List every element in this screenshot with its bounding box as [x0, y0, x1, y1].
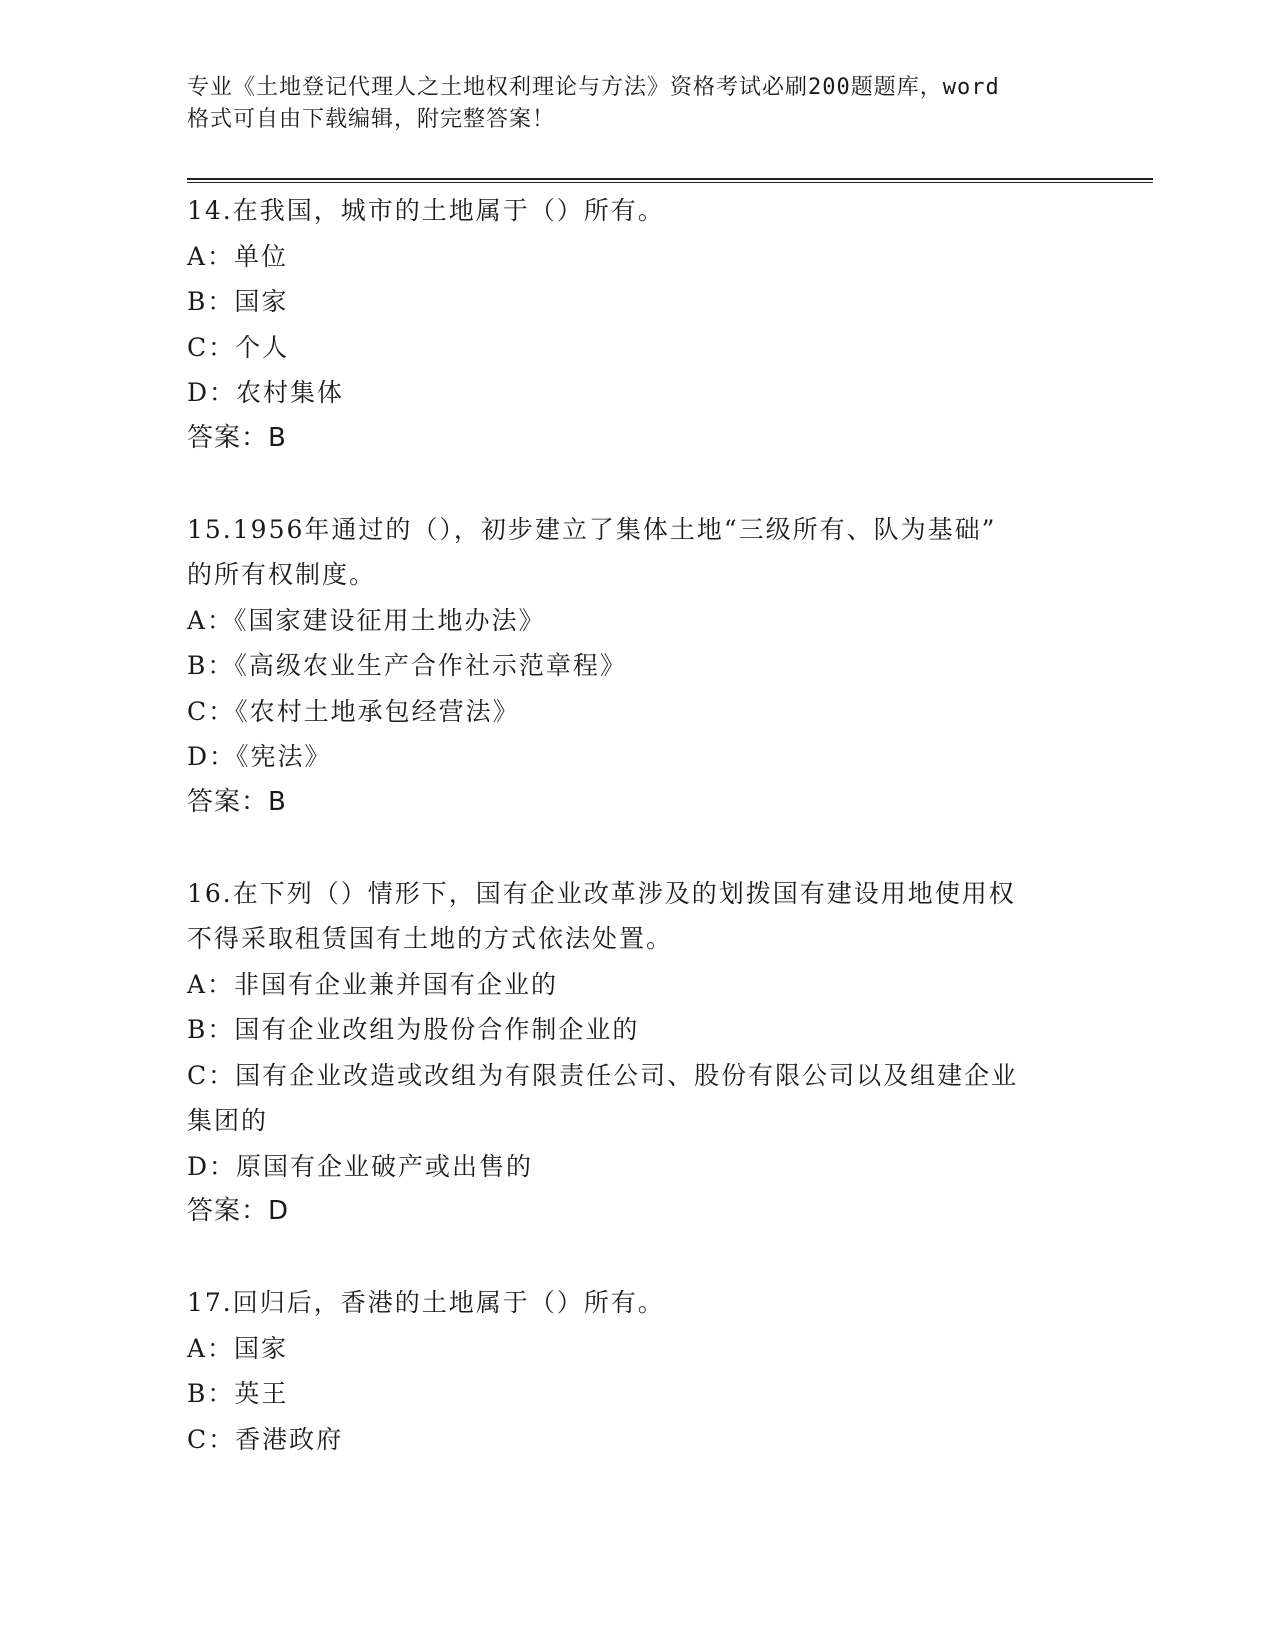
document-header: [187, 72, 1067, 136]
header-line-2: 格式可自由下载编辑，附完整答案！: [187, 107, 556, 132]
option-c: C：国有企业改造或改组为有限责任公司、股份有限公司以及组建企业: [187, 1060, 1019, 1090]
header-divider-bottom: [187, 182, 1153, 183]
option-d: D：原国有企业破产或出售的: [187, 1151, 534, 1181]
question-stem-continued: 的所有权制度。: [187, 560, 377, 589]
option-c: C：个人: [187, 332, 290, 362]
question-14: [187, 188, 1087, 461]
answer: 答案：B: [187, 422, 287, 453]
answer: 答案：D: [187, 1196, 290, 1226]
question-stem: 17.回归后，香港的土地属于（）所有。: [187, 1288, 665, 1317]
option-b: B：英王: [187, 1379, 289, 1408]
option-a: A：国家: [187, 1333, 289, 1363]
option-c-continued: 集团的: [187, 1106, 269, 1135]
option-c: C：《农村土地承包经营法》: [187, 696, 520, 726]
question-list: [187, 188, 1087, 1462]
answer: 答案：B: [187, 786, 287, 817]
header-divider-top: [187, 178, 1153, 180]
question-stem-continued: 不得采取租赁国有土地的方式依法处置。: [187, 924, 674, 953]
question-17: [187, 1280, 1087, 1462]
option-b: B：国有企业改组为股份合作制企业的: [187, 1015, 640, 1044]
option-a: A：非国有企业兼并国有企业的: [187, 969, 559, 999]
header-line-1: 专业《土地登记代理人之土地权利理论与方法》资格考试必刷200题题库，word: [187, 75, 1000, 100]
question-15: [187, 507, 1087, 826]
question-stem: 15.1956年通过的（），初步建立了集体土地“三级所有、队为基础”: [187, 514, 997, 544]
question-stem: 16.在下列（）情形下，国有企业改革涉及的划拨国有建设用地使用权: [187, 878, 1016, 908]
option-a: A：《国家建设征用土地办法》: [187, 605, 546, 635]
option-d: D：《宪法》: [187, 742, 332, 771]
option-d: D：农村集体: [187, 378, 345, 407]
option-a: A：单位: [187, 241, 289, 271]
option-b: B：国家: [187, 287, 289, 316]
question-stem: 14.在我国，城市的土地属于（）所有。: [187, 196, 665, 225]
question-16: [187, 871, 1087, 1235]
option-b: B：《高级农业生产合作社示范章程》: [187, 651, 627, 680]
option-c: C：香港政府: [187, 1424, 344, 1454]
